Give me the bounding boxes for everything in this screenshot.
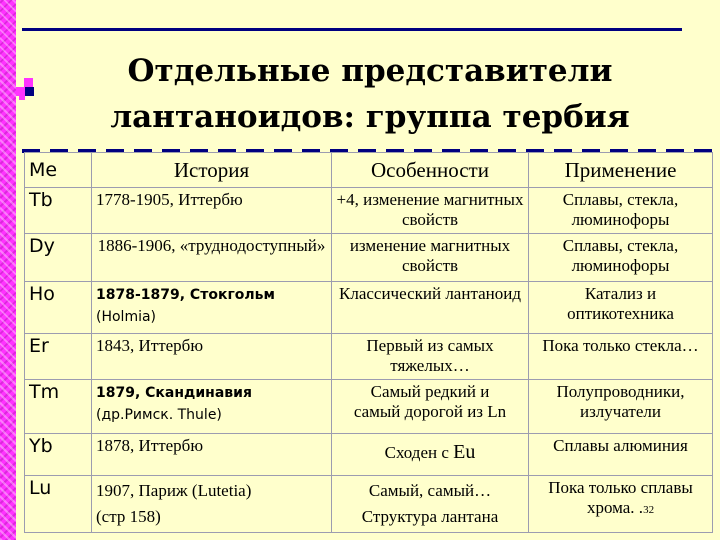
cell-element: Tb [25,188,92,234]
cell-applications: Полупроводники, излучатели [529,380,713,434]
history-line-1: 1879, Скандинавия [96,385,252,401]
table-row [25,234,713,282]
cell-features: изменение магнитных свойств [332,234,529,282]
features-line-2: самый дорогой из Ln [353,402,507,421]
table-row [25,434,713,476]
table-row [25,334,713,380]
table-row [25,188,713,234]
title-line-2: лантаноидов: группа тербия [110,99,630,135]
cell-history [92,282,332,334]
cell-history [92,380,332,434]
cell-applications: Пока только стекла… [529,334,713,380]
header-applications: Применение [529,153,713,188]
history-line-1: 1907, Париж (Lutetia) [96,481,252,500]
history-line-2: (стр 158) [96,507,161,526]
applications-text: Пока только сплавы хрома. . [548,478,693,517]
header-features: Особенности [332,153,529,188]
table-row [25,380,713,434]
features-suffix: Eu [453,441,476,463]
features-line-1: Самый редкий и [370,382,490,401]
cell-features: +4, изменение магнитных свойств [332,188,529,234]
page-number: 32 [643,504,655,516]
header-history: История [92,153,332,188]
lanthanoid-table [24,152,713,533]
cell-features: Классический лантаноид [332,282,529,334]
cell-element: Lu [25,476,92,533]
cell-features: Первый из самых тяжелых… [332,334,529,380]
cell-history: 1878, Иттербю [92,434,332,476]
features-line-2: Структура лантана [361,507,499,526]
table-row [25,282,713,334]
top-rule [22,28,682,31]
page-title [60,48,680,140]
cell-features [332,476,529,533]
cell-element: Er [25,334,92,380]
cell-history: 1886-1906, «труднодоступный» [92,234,332,282]
header-element: Me [25,153,92,188]
history-line-2: (Holmia) [96,309,157,325]
history-line-1: 1878-1879, Стокгольм [96,287,275,303]
decorative-side-strip [0,0,16,540]
cell-features [332,380,529,434]
table-header-row [25,153,713,188]
cell-element: Yb [25,434,92,476]
history-line-2: (др.Римск. Thule) [96,407,222,423]
features-line-1: Самый, самый… [368,481,492,500]
cell-history: 1843, Иттербю [92,334,332,380]
features-prefix: Сходен с [384,443,454,462]
cell-applications: Сплавы, стекла, люминофоры [529,234,713,282]
title-line-1: Отдельные представители [127,53,613,89]
bullet-squares-icon [16,78,38,100]
cell-element: Dy [25,234,92,282]
cell-applications [529,476,713,533]
cell-applications: Катализ и оптикотехника [529,282,713,334]
cell-element: Ho [25,282,92,334]
cell-features [332,434,529,476]
cell-applications: Сплавы, стекла, люминофоры [529,188,713,234]
cell-history [92,476,332,533]
table-row [25,476,713,533]
cell-applications: Сплавы алюминия [529,434,713,476]
cell-element: Tm [25,380,92,434]
cell-history: 1778-1905, Иттербю [92,188,332,234]
